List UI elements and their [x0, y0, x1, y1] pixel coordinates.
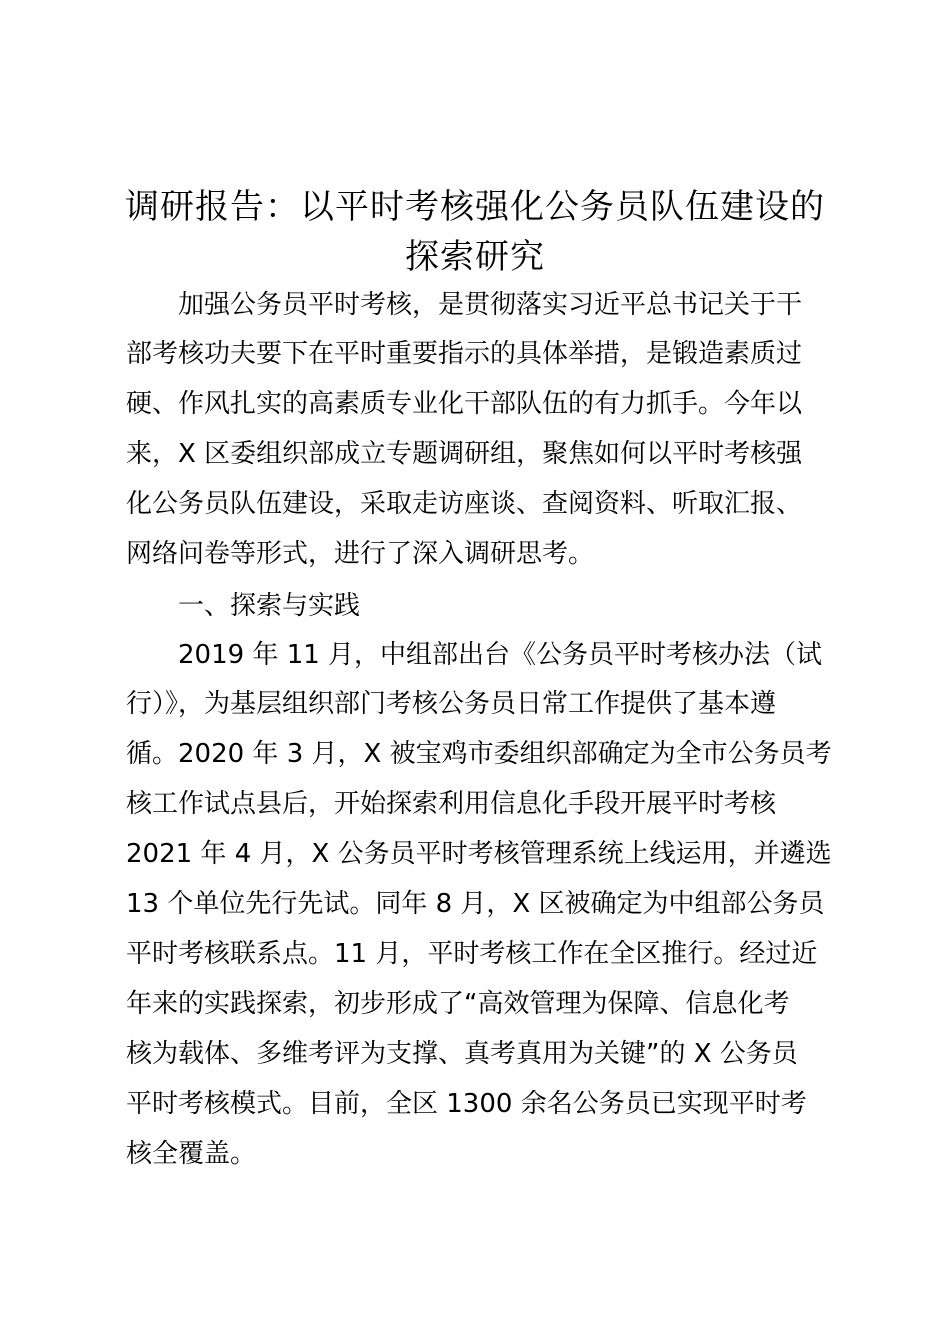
- paragraph-2-line-9: 核为载体、多维考评为支撑、真考真用为关键”的 X 公务员: [126, 1039, 798, 1069]
- paragraph-1-line-2: 部考核功夫要下在平时重要指示的具体举措，是锻造素质过: [126, 339, 803, 369]
- paragraph-2-line-4: 核工作试点县后，开始探索利用信息化手段开展平时考核: [126, 789, 777, 819]
- paragraph-1-line-3: 硬、作风扎实的高素质专业化干部队伍的有力抓手。今年以: [126, 389, 803, 419]
- paragraph-2-line-1: 2019 年 11 月，中组部出台《公务员平时考核办法（试: [178, 640, 823, 670]
- paragraph-1-line-1: 加强公务员平时考核，是贯彻落实习近平总书记关于干: [178, 290, 803, 320]
- document-title-line-1: 调研报告：以平时考核强化公务员队伍建设的: [125, 187, 825, 227]
- paragraph-1-line-5: 化公务员队伍建设，采取走访座谈、查阅资料、听取汇报、: [126, 489, 803, 519]
- paragraph-2-line-7: 平时考核联系点。11 月，平时考核工作在全区推行。经过近: [126, 939, 818, 969]
- paragraph-2-line-2: 行）》，为基层组织部门考核公务员日常工作提供了基本遵: [126, 689, 777, 719]
- document-title-line-2: 探索研究: [405, 237, 545, 277]
- paragraph-2-line-6: 13 个单位先行先试。同年 8 月，X 区被确定为中组部公务员: [126, 889, 825, 919]
- section-heading: 一、探索与实践: [178, 591, 361, 621]
- paragraph-2-line-11: 核全覆盖。: [126, 1139, 257, 1169]
- paragraph-2-line-8: 年来的实践探索，初步形成了“高效管理为保障、信息化考: [126, 989, 790, 1019]
- paragraph-2-line-10: 平时考核模式。目前，全区 1300 余名公务员已实现平时考: [126, 1089, 807, 1119]
- paragraph-1-line-4: 来，X 区委组织部成立专题调研组，聚焦如何以平时考核强: [126, 439, 803, 469]
- paragraph-1-line-6: 网络问卷等形式，进行了深入调研思考。: [126, 539, 595, 569]
- paragraph-2-line-5: 2021 年 4 月，X 公务员平时考核管理系统上线运用，并遴选: [126, 839, 832, 869]
- paragraph-2-line-3: 循。2020 年 3 月，X 被宝鸡市委组织部确定为全市公务员考: [126, 739, 832, 769]
